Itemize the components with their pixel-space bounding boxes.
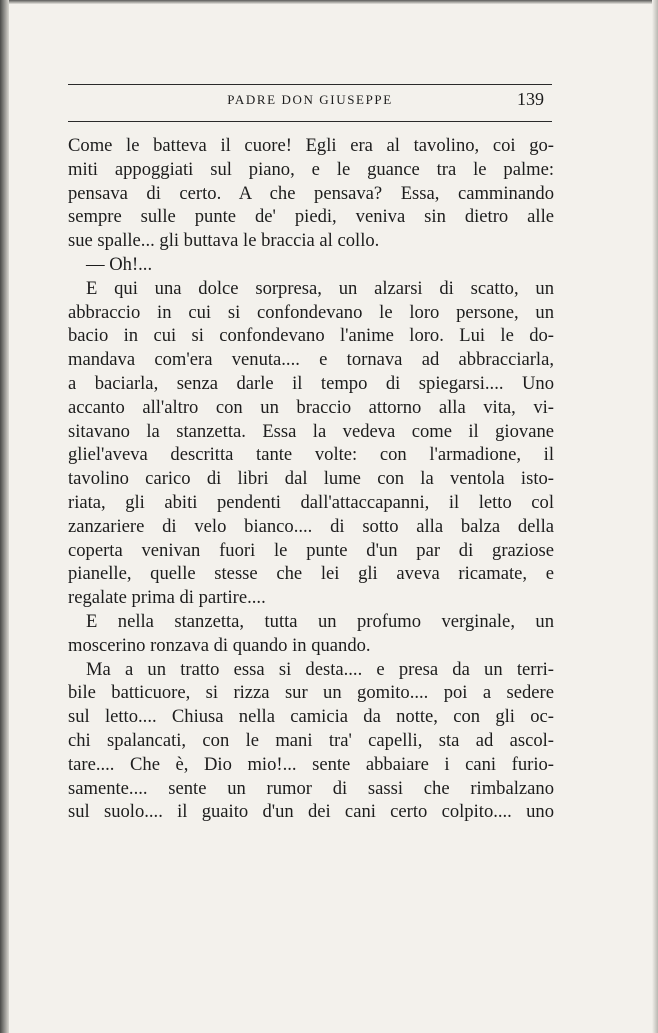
body-text [68,134,554,824]
text-line: sitavano la stanzetta. Essa la vedeva come il giovane [68,420,554,442]
header-rule-top [68,84,552,85]
text-line: a baciarla, senza darle il tempo di spiegarsi.... Uno [68,372,554,394]
text-line: tavolino carico di libri dal lume con la ventola isto- [68,468,554,490]
text-line: regalate prima di partire.... [68,587,266,609]
page-edge-left [0,0,9,1033]
text-line: mandava com'era venuta.... e tornava ad abbracciarla, [68,349,554,371]
text-line: sul suolo.... il guaito d'un dei cani certo colpito.... uno [68,801,554,823]
text-line: miti appoggiati sul piano, e le guance tra le palme: [68,158,554,180]
text-line: sue spalle... gli buttava le braccia al collo. [68,230,380,252]
text-line: Ma a un tratto essa si desta.... e presa da un terri- [86,658,554,680]
text-line: chi spalancati, con le mani tra' capelli, sta ad ascol- [68,729,554,751]
text-line: bacio in cui si confondevano l'anime loro. Lui le do- [68,325,554,347]
text-line: tare.... Che è, Dio mio!... sente abbaiare i cani furio- [68,753,554,775]
page-edge-top [0,0,658,4]
text-line: zanzariere di velo bianco.... di sotto alla balza della [68,515,554,537]
text-line: abbraccio in cui si confondevano le loro persone, un [68,301,554,323]
text-line: E qui una dolce sorpresa, un alzarsi di scatto, un [86,277,554,299]
text-line: pensava di certo. A che pensava? Essa, camminando [68,182,554,204]
running-header [68,84,552,124]
text-line: — Oh!... [86,253,153,275]
text-line: accanto all'altro con un braccio attorno alla vita, vi- [68,396,554,418]
text-line: E nella stanzetta, tutta un profumo verginale, un [86,610,554,632]
text-line: bile batticuore, si rizza sur un gomito.... poi a sedere [68,682,554,704]
text-line: gliel'aveva descritta tante volte: con l'armadione, il [68,444,554,466]
text-line: sempre sulle punte de' piedi, veniva sin dietro alle [68,206,554,228]
text-line: sul letto.... Chiusa nella camicia da notte, con gli oc- [68,706,554,728]
text-line: Come le batteva il cuore! Egli era al tavolino, coi go- [68,135,554,156]
running-title: PADRE DON GIUSEPPE [227,92,393,107]
text-line: pianelle, quelle stesse che lei gli aveva ricamate, e [68,563,554,585]
header-rule-bottom [68,121,552,122]
text-line: samente.... sente un rumor di sassi che rimbalzano [68,777,554,799]
page-edge-right [652,0,658,1033]
text-line: moscerino ronzava di quando in quando. [68,634,371,656]
text-line: coperta venivan fuori le punte d'un par di graziose [68,539,554,561]
page-number: 139 [517,89,544,109]
text-line: riata, gli abiti pendenti dall'attaccapanni, il letto col [68,491,554,513]
